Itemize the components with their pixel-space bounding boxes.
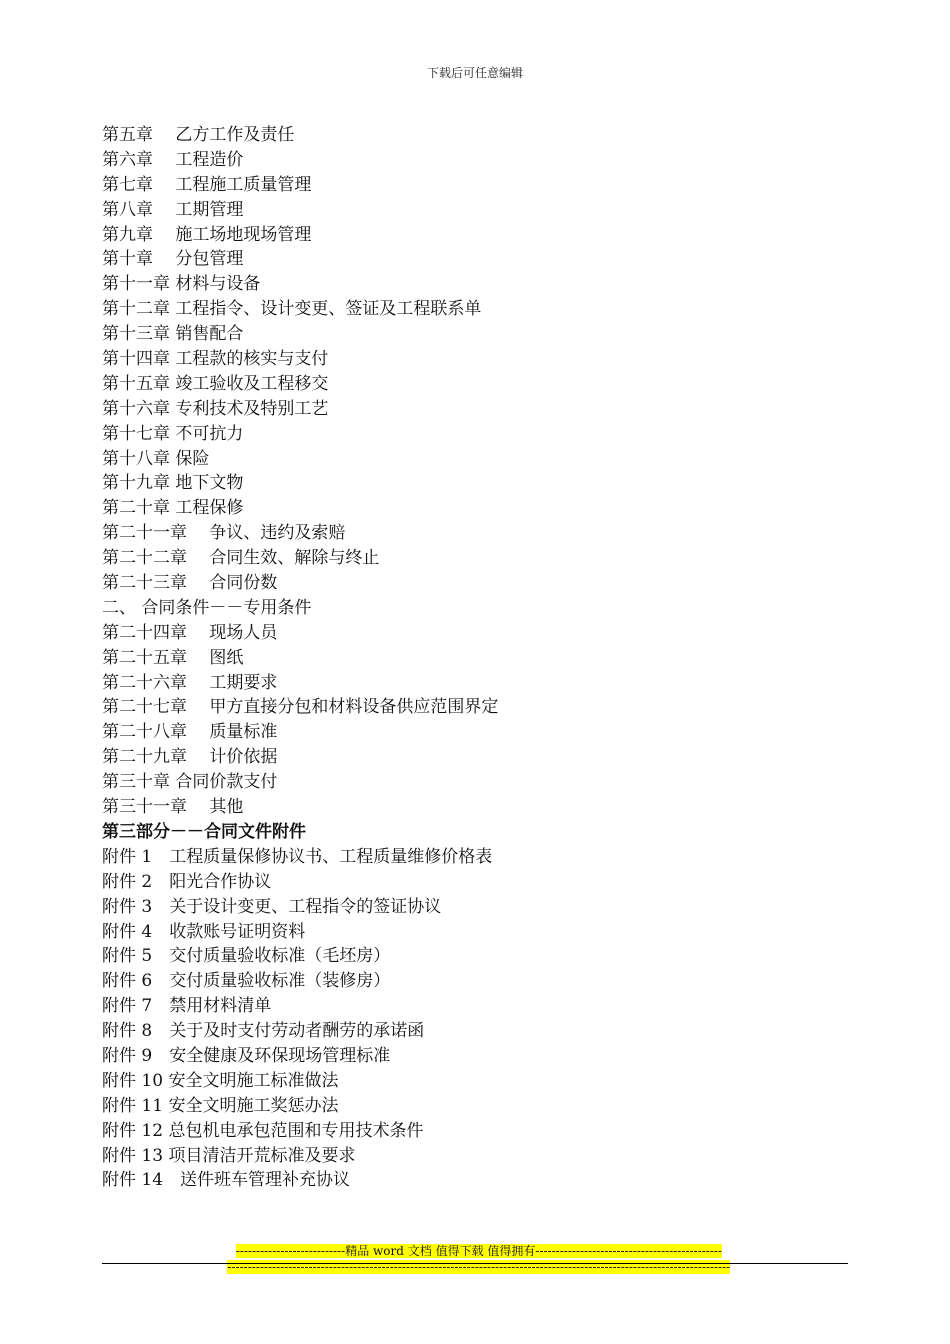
toc-line: 附件 12 总包机电承包范围和专用技术条件 [102, 1120, 424, 1141]
toc-line: 第二十四章 现场人员 [102, 622, 278, 643]
toc-line: 附件 4 收款账号证明资料 [102, 921, 306, 942]
toc-line: 附件 11 安全文明施工奖惩办法 [102, 1095, 339, 1116]
toc-line: 第十四章 工程款的核实与支付 [102, 349, 329, 370]
footer-rule [102, 1263, 848, 1264]
toc-line: 第十五章 竣工验收及工程移交 [102, 373, 329, 394]
toc-line: 第二十八章 质量标准 [102, 722, 278, 743]
toc-line: 附件 9 安全健康及环保现场管理标准 [102, 1045, 391, 1066]
toc-line: 第五章 乙方工作及责任 [102, 125, 295, 145]
toc-line: 第九章 施工场地现场管理 [102, 224, 312, 245]
toc-line: 附件 13 项目清洁开荒标准及要求 [102, 1145, 356, 1166]
toc-line: 第十七章 不可抗力 [102, 423, 244, 444]
toc-line: 附件 2 阳光合作协议 [102, 871, 272, 892]
page-header: 下载后可任意编辑 [426, 66, 523, 80]
toc-line: 附件 6 交付质量验收标准（装修房） [102, 971, 391, 992]
toc-line: 第二十章 工程保修 [102, 498, 244, 519]
toc-line: 附件 10 安全文明施工标准做法 [102, 1070, 339, 1091]
toc-part-heading: 第三部分－－合同文件附件 [102, 821, 306, 842]
footer-banner-text: ---------------------------精品 word 文档 值得下载 值得拥有---------------------------------------------- [235, 1244, 722, 1258]
footer-banner-dashes [0, 1245, 950, 1275]
toc-line: 第三十章 合同价款支付 [102, 772, 278, 793]
toc-line: 第三十一章 其他 [102, 797, 244, 818]
toc-line: 第二十七章 甲方直接分包和材料设备供应范围界定 [102, 697, 499, 718]
toc-line: 第二十三章 合同份数 [102, 573, 278, 594]
toc-line: 第二十一章 争议、违约及索赔 [102, 523, 346, 544]
toc-line: 第十章 分包管理 [102, 249, 244, 270]
toc-line: 第二十九章 计价依据 [102, 747, 278, 768]
toc-line: 第十八章 保险 [102, 448, 210, 469]
toc-line: 附件 1 工程质量保修协议书、工程质量维修价格表 [102, 846, 493, 867]
toc-line: 第二十五章 图纸 [102, 647, 244, 668]
toc-line: 第二十二章 合同生效、解除与终止 [102, 548, 380, 569]
table-of-contents [102, 123, 862, 1193]
footer-dash-line: ---------------------------------------------------------------------------------------------------------------------------- [227, 1260, 731, 1274]
toc-line: 第二十六章 工期要求 [102, 672, 278, 693]
toc-line: 附件 8 关于及时支付劳动者酬劳的承诺函 [102, 1021, 425, 1042]
toc-line: 附件 3 关于设计变更、工程指令的签证协议 [102, 896, 442, 917]
toc-section-heading: 二、 合同条件－－专用条件 [102, 597, 312, 618]
toc-line: 第十六章 专利技术及特别工艺 [102, 398, 329, 419]
toc-line: 附件 14 送件班车管理补充协议 [102, 1170, 351, 1191]
toc-line: 第十二章 工程指令、设计变更、签证及工程联系单 [102, 299, 482, 320]
toc-line: 第十九章 地下文物 [102, 473, 244, 494]
toc-line: 附件 7 禁用材料清单 [102, 996, 272, 1017]
toc-line: 第十三章 销售配合 [102, 324, 244, 345]
toc-line: 第十一章 材料与设备 [102, 274, 261, 295]
toc-line: 第七章 工程施工质量管理 [102, 174, 312, 195]
toc-line: 第六章 工程造价 [102, 149, 244, 170]
toc-line: 附件 5 交付质量验收标准（毛坯房） [102, 946, 391, 967]
toc-line: 第八章 工期管理 [102, 199, 244, 220]
